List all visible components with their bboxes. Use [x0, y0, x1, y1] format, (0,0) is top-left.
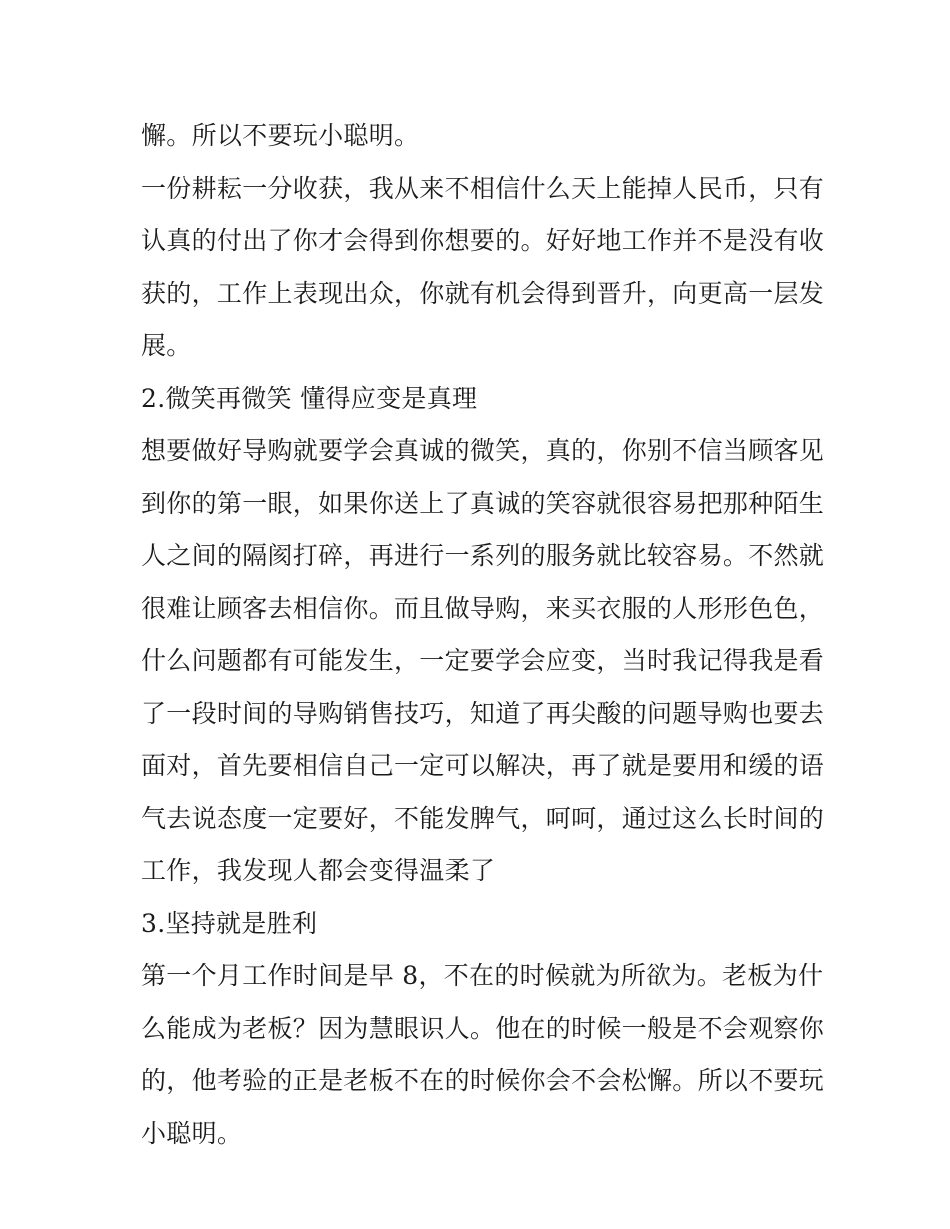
- document-body: [141, 110, 825, 1160]
- text-line: 工作，我发现人都会变得温柔了: [141, 856, 496, 885]
- text-line: 到你的第一眼，如果你送上了真诚的笑容就很容易把那种陌生: [141, 488, 825, 518]
- text-line: 第一个月工作时间是早 8，不在的时候就为所欲为。老板为什: [141, 961, 824, 990]
- text-line: 什么问题都有可能发生，一定要学会应变，当时我记得我是看: [141, 646, 825, 675]
- text-line: 了一段时间的导购销售技巧，知道了再尖酸的问题导购也要去: [141, 698, 825, 728]
- text-line: 小聪明。: [141, 1118, 243, 1148]
- text-line: 人之间的隔阂打碎，再进行一系列的服务就比较容易。不然就: [141, 541, 825, 570]
- text-line: 展。: [141, 331, 192, 360]
- text-line: 想要做好导购就要学会真诚的微笑，真的，你别不信当顾客见: [141, 436, 825, 465]
- text-line: 的，他考验的正是老板不在的时候你会不会松懈。所以不要玩: [141, 1066, 825, 1095]
- section-heading: 3.坚持就是胜利: [141, 908, 318, 938]
- text-line: 一份耕耘一分收获，我从来不相信什么天上能掉人民币，只有: [141, 173, 825, 203]
- text-line: 懈。所以不要玩小聪明。: [141, 121, 420, 150]
- text-line: 认真的付出了你才会得到你想要的。好好地工作并不是没有收: [141, 226, 825, 255]
- section-heading: 2.微笑再微笑 懂得应变是真理: [141, 383, 478, 413]
- text-line: 获的，工作上表现出众，你就有机会得到晋升，向更高一层发: [141, 278, 825, 308]
- text-line: 么能成为老板？因为慧眼识人。他在的时候一般是不会观察你: [141, 1013, 825, 1043]
- text-line: 气去说态度一定要好，不能发脾气，呵呵，通过这么长时间的: [141, 803, 825, 833]
- text-line: 很难让顾客去相信你。而且做导购，来买衣服的人形形色色，: [141, 593, 825, 623]
- text-line: 面对，首先要相信自己一定可以解决，再了就是要用和缓的语: [141, 751, 825, 780]
